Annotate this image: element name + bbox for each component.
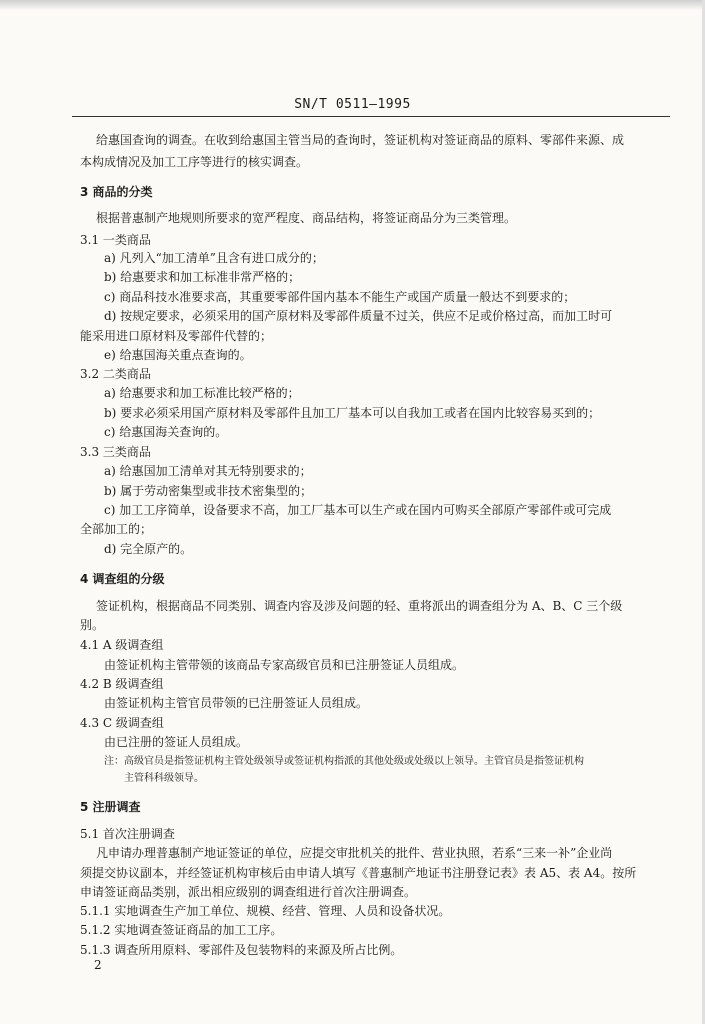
section-3-heading: 3 商品的分类 [80, 185, 153, 199]
section-5-1-2: 5.1.2 实地调查签证商品的加工工序。 [80, 923, 283, 937]
list-item: a) 凡列入“加工清单”且含有进口成分的； [104, 251, 324, 265]
section-5-1-text-line-3: 申请签证商品类别，派出相应级别的调查组进行首次注册调查。 [80, 885, 417, 899]
section-3-2-heading: 3.2 二类商品 [80, 367, 151, 381]
list-item: b) 给惠要求和加工标准非常严格的； [104, 270, 301, 284]
list-item: b) 要求必须采用国产原材料及零部件且加工厂基本可以自我加工或者在国内比较容易买到的； [104, 406, 601, 420]
list-item: a) 给惠国加工清单对其无特别要求的； [104, 464, 312, 478]
list-item: c) 给惠国海关查询的。 [104, 425, 228, 439]
section-4-text-line-1: 签证机构，根据商品不同类别、调查内容及涉及问题的轻、重将派出的调查组分为 A、B、C 三个级 [96, 599, 623, 613]
section-3-1-heading: 3.1 一类商品 [80, 233, 151, 247]
section-5-1-1: 5.1.1 实地调查生产加工单位、规模、经营、管理、人员和设备状况。 [80, 904, 451, 918]
section-5-1-text-line-2: 须提交协议副本，并经签证机构审核后由申请人填写《普惠制产地证书注册登记表》表 A5、表 A4。按所 [80, 866, 637, 880]
section-4-1-text: 由签证机构主管带领的该商品专家高级官员和已注册签证人员组成。 [104, 658, 465, 672]
note-line-1: 注：高级官员是指签证机构主管处级领导或签证机构指派的其他处级或处级以上领导。主管官员是指签证机构 [104, 756, 584, 767]
list-item: c) 商品科技水准要求高，其重要零部件国内基本不能生产或国产质量一般达不到要求的； [104, 290, 576, 304]
section-3-text: 根据普惠制产地规则所要求的宽严程度、商品结构，将签证商品分为三类管理。 [96, 211, 517, 225]
list-item-continuation: 全部加工的； [80, 522, 153, 536]
scan-top-edge [0, 0, 705, 10]
section-4-2-text: 由签证机构主管官员带领的已注册签证人员组成。 [104, 696, 369, 710]
section-4-2-heading: 4.2 B 级调查组 [80, 677, 164, 691]
list-item: a) 给惠要求和加工标准比较严格的； [104, 386, 300, 400]
list-item: b) 属于劳动密集型或非技术密集型的； [104, 484, 313, 498]
section-5-1-heading: 5.1 首次注册调查 [80, 827, 175, 841]
section-4-heading: 4 调查组的分级 [80, 572, 165, 586]
list-item: d) 完全原产的。 [104, 542, 193, 556]
section-5-1-3: 5.1.3 调查所用原料、零部件及包装物料的来源及所占比例。 [80, 943, 403, 957]
list-item: d) 按规定要求，必须采用的国产原材料及零部件质量不过关，供应不足或价格过高，而加工时可 [104, 309, 613, 323]
standard-code-header: SN/T 0511—1995 [294, 97, 411, 112]
intro-line-2: 本构成情况及加工工序等进行的核实调查。 [80, 155, 309, 169]
section-4-1-heading: 4.1 A 级调查组 [80, 638, 164, 652]
list-item: e) 给惠国海关重点查询的。 [104, 348, 252, 362]
section-5-heading: 5 注册调查 [80, 800, 141, 814]
header-rule [72, 116, 670, 117]
section-3-3-heading: 3.3 三类商品 [80, 445, 151, 459]
list-item: c) 加工工序简单，设备要求不高，加工厂基本可以生产或在国内可购买全部原产零部件或可完成 [104, 503, 612, 517]
intro-line-1: 给惠国查询的调查。在收到给惠国主管当局的查询时，签证机构对签证商品的原料、零部件来源、成 [96, 133, 625, 147]
list-item-continuation: 能采用进口原材料及零部件代替的； [80, 329, 273, 343]
section-4-text-line-2: 别。 [80, 618, 105, 632]
section-5-1-text-line-1: 凡申请办理普惠制产地证签证的单位，应提交审批机关的批件、营业执照，若系“三来一补”企业尚 [96, 846, 613, 860]
page-number: 2 [94, 958, 102, 972]
section-4-3-heading: 4.3 C 级调查组 [80, 716, 164, 730]
section-4-3-text: 由已注册的签证人员组成。 [104, 735, 249, 749]
note-line-2: 主管科科级领导。 [124, 773, 204, 784]
